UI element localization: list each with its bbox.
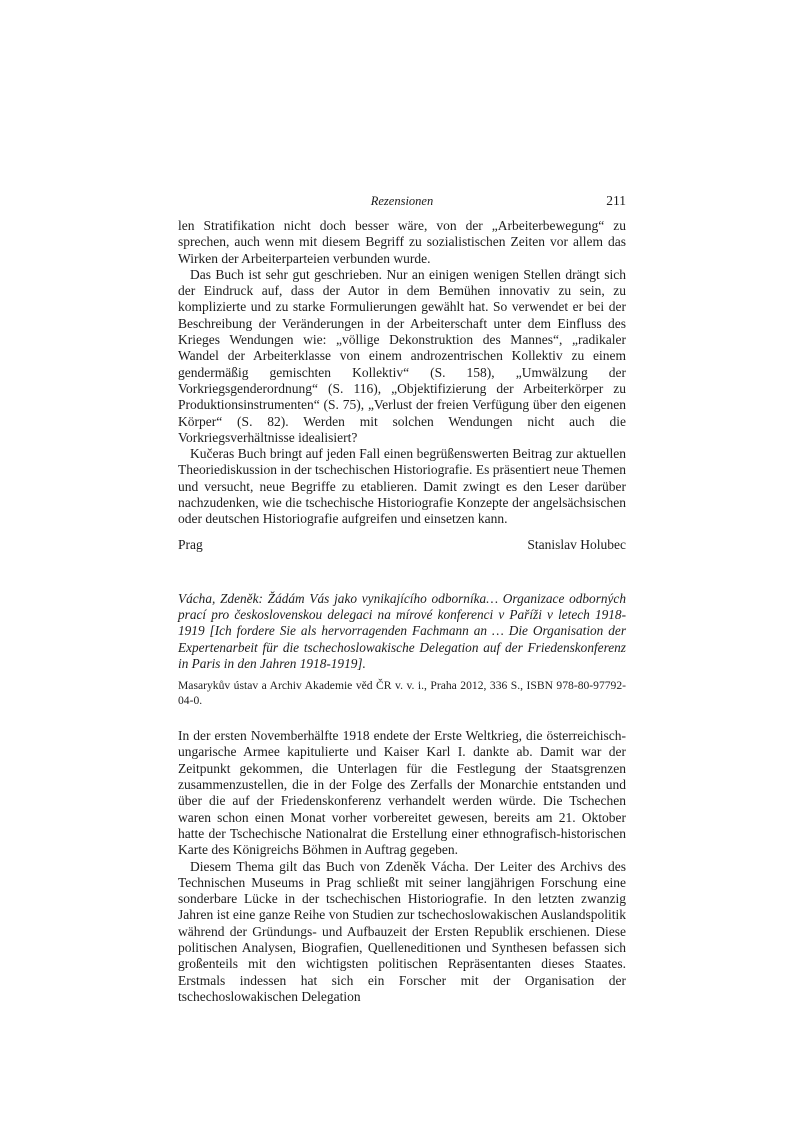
review-1-signature <box>178 537 626 555</box>
review-2-publication-info: Masarykův ústav a Archiv Akademie věd ČR v. v. i., Praha 2012, 336 S., ISBN 978-80-97792-04-0. <box>178 679 626 708</box>
review-2-paragraph-1: In der ersten Novemberhälfte 1918 endete der Erste Weltkrieg, die österreichisch-ungarische Armee kapitulierte und Kaiser Karl I. dankte ab. Damit war der Zeitpunkt gekommen, die Unterlagen für die Festlegung der Staatsgrenzen zusammenzustellen, die in der Folge des Zerfalls der Monarchie entstanden und über die auf der Friedenskonferenz verhandelt werden würde. Die Tschechen waren schon einen Monat vorher vorbereitet gewesen, bereits am 21. Oktober hatte der Tschechische Nationalrat die Erstellung einer ethnografisch-historischen Karte des Königreichs Böhmen in Auftrag gegeben. <box>178 728 626 858</box>
review-2-paragraph-2: Diesem Thema gilt das Buch von Zdeněk Vácha. Der Leiter des Archivs des Technischen Museums in Prag schließt mit seiner langjährigen Forschung eine sonderbare Lücke in der tschechischen Historiografie. In den letzten zwanzig Jahren ist eine ganze Reihe von Studien zur tschechoslowakischen Auslandspolitik während der Gründungs- und Aufbauzeit der Ersten Republik erschienen. Diese politischen Analysen, Biografien, Quelleneditionen und Synthesen befassen sich großenteils mit den wichtigsten politischen Repräsentanten dieses Staates. Erstmals indessen hat sich ein Forscher mit der Organisation der tschechoslowakischen Delegation <box>178 858 626 1004</box>
review-1-paragraph-3: Kučeras Buch bringt auf jeden Fall einen begrüßenswerten Beitrag zur aktuellen Theoriediskussion in der tschechischen Historiografie. Es präsentiert neue Themen und versucht, neue Begriffe zu etablieren. Damit zwingt es den Leser darüber nachzudenken, wie die tschechische Historiografie Konzepte der angelsächsischen oder deutschen Historiografie aufgreifen und einsetzen kann. <box>178 446 626 527</box>
signature-place: Prag <box>178 536 203 552</box>
review-2 <box>178 591 626 1006</box>
running-title: Rezensionen <box>370 194 434 208</box>
review-1 <box>178 218 626 555</box>
review-2-book-title: Vácha, Zdeněk: Žádám Vás jako vynikajícího odborníka… Organizace odborných prací pro československou delegaci na mírové konferenci v Paříži v letech 1918-1919 [Ich fordere Sie als hervorragenden Fachmann an … Die Organisation der Expertenarbeit für die tschechoslowakische Delegation auf der Friedenskonferenz in Paris in den Jahren 1918-1919]. <box>178 590 626 671</box>
running-head <box>178 194 626 214</box>
signature-author: Stanislav Holubec <box>527 536 626 552</box>
page <box>178 194 626 1005</box>
review-1-paragraph-2: Das Buch ist sehr gut geschrieben. Nur an einigen wenigen Stellen drängt sich der Eindruck auf, dass der Autor in dem Bemühen innovativ zu sein, zu komplizierte und zu starke Formulierungen gewählt hat. So verwendet er bei der Beschreibung der Veränderungen in der Arbeiterschaft unter dem Einfluss des Krieges Wendungen wie: „völlige Dekonstruktion des Mannes“, „radikaler Wandel der Arbeiterklasse von einem androzentrischen Kollektiv zu einem gendermäßig gemischten Kollektiv“ (S. 158), „Umwälzung der Vorkriegsgenderordnung“ (S. 116), „Objektifizierung der Arbeiterkörper zu Produktionsinstrumenten“ (S. 75), „Verlust der freien Verfügung über den eigenen Körper“ (S. 82). Werden mit solchen Wendungen nicht auch die Vorkriegsverhältnisse idealisiert? <box>178 266 626 445</box>
review-1-paragraph-1: len Stratifikation nicht doch besser wäre, von der „Arbeiterbewegung“ zu sprechen, auch wenn mit diesem Begriff zu sozialistischen Zeiten vor allem das Wirken der Arbeiterparteien verbunden wurde. <box>178 218 626 266</box>
page-number: 211 <box>606 193 626 208</box>
